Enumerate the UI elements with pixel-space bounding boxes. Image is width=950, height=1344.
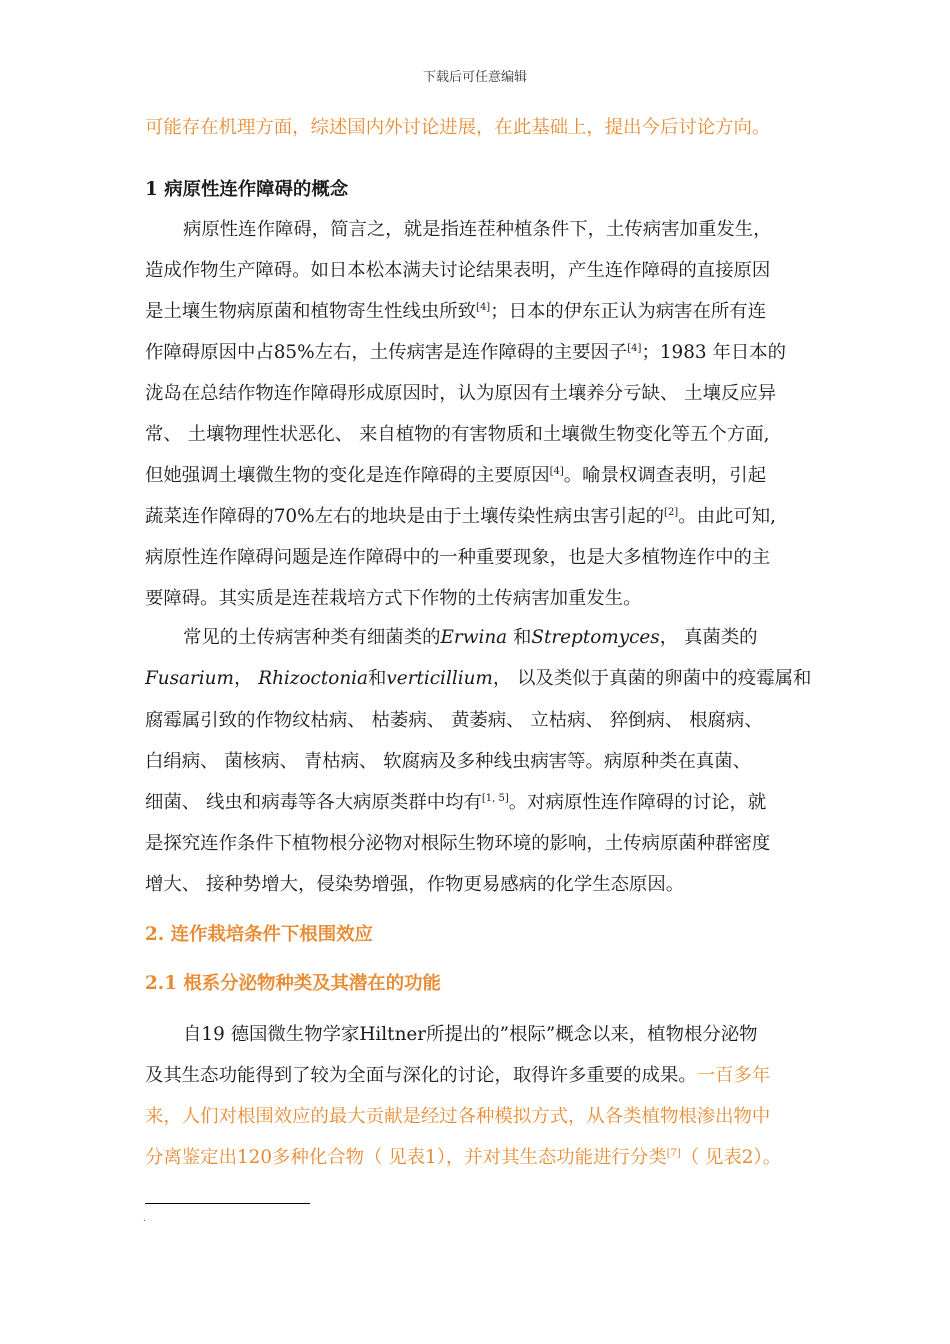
- footnote-separator: [145, 1203, 310, 1204]
- text-line: 来，人们对根围效应的最大贡献是经过各种模拟方式，从各类植物根渗出物中: [145, 1106, 771, 1127]
- text-line: 要障碍。其实质是连茬栽培方式下作物的土传病害加重发生。: [145, 588, 642, 609]
- text-run: （ 见表2）。: [680, 1147, 782, 1168]
- text-run: 和: [368, 668, 387, 689]
- text-line: [145, 464, 766, 488]
- taxon-name: Fusarium: [145, 668, 234, 689]
- text-run: ， 真菌类的: [659, 627, 758, 648]
- citation-ref: [7]: [666, 1148, 681, 1159]
- text-run: ，: [233, 668, 259, 689]
- text-run: 是土壤生物病原菌和植物寄生性线虫所致: [145, 301, 477, 322]
- taxon-name: verticillium: [386, 668, 493, 689]
- text-run: 。由此可知,: [678, 506, 777, 527]
- text-line: 可能存在机理方面，综述国内外讨论进展，在此基础上，提出今后讨论方向。: [145, 117, 771, 138]
- citation-ref: [4]: [549, 466, 564, 477]
- citation-ref: [4]: [627, 343, 642, 354]
- page-header: 下载后可任意编辑: [422, 70, 527, 85]
- text-run: 。喻景权调查表明，引起: [563, 465, 767, 486]
- text-line: [145, 505, 776, 529]
- text-line: 常、 土壤物理性状恶化、 来自植物的有害物质和土壤微生物变化等五个方面,: [145, 424, 770, 445]
- text-line: 白绢病、 菌核病、 青枯病、 软腐病及多种线虫病害等。病原种类在真菌、: [145, 751, 752, 772]
- text-line: 自19 德国微生物学家Hiltner所提出的”根际”概念以来，植物根分泌物: [183, 1024, 758, 1045]
- highlight-run: 一百多年: [696, 1065, 771, 1086]
- text-line: 是探究连作条件下植物根分泌物对根际生物环境的影响，土传病原菌种群密度: [145, 833, 771, 854]
- text-line: 病原性连作障碍问题是连作障碍中的一种重要现象，也是大多植物连作中的主: [145, 547, 771, 568]
- text-line: [145, 1146, 781, 1170]
- text-line: [145, 791, 766, 815]
- taxon-name: Rhizoctonia: [258, 668, 369, 689]
- text-run: 细菌、 线虫和病毒等各大病原类群中均有: [145, 792, 482, 813]
- taxon-name: Streptomyces: [531, 627, 660, 648]
- subsection-heading-2-1: 2.1 根系分泌物种类及其潜在的功能: [145, 973, 441, 994]
- text-line: 泷岛在总结作物连作障碍形成原因时，认为原因有土壤养分亏缺、 土壤反应异: [145, 383, 777, 404]
- text-run: 作障碍原因中占85%左右，土传病害是连作障碍的主要因子: [145, 342, 628, 363]
- footnote-mark: .: [143, 1214, 146, 1224]
- text-line: 增大、 接种势增大，侵染势增强，作物更易感病的化学生态原因。: [145, 874, 685, 895]
- text-line: [145, 341, 786, 365]
- text-line: 造成作物生产障碍。如日本松本满夫讨论结果表明，产生连作障碍的直接原因: [145, 260, 771, 281]
- text-run: 但她强调土壤微生物的变化是连作障碍的主要原因: [145, 465, 550, 486]
- text-run: ；1983 年日本的: [641, 342, 787, 363]
- text-run: 分离鉴定出120多种化合物（ 见表1），并对其生态功能进行分类: [145, 1147, 667, 1168]
- text-line: [145, 300, 766, 324]
- citation-ref: [4]: [476, 302, 491, 313]
- text-run: 蔬菜连作障碍的70%左右的地块是由于土壤传染性病虫害引起的: [145, 506, 665, 527]
- text-run: 常见的土传病害种类有细菌类的: [183, 627, 441, 648]
- taxon-name: Erwina: [440, 627, 508, 648]
- section-heading-1: 1 病原性连作障碍的概念: [145, 179, 349, 200]
- text-run: 和: [507, 627, 532, 648]
- citation-ref: [1, 5]: [481, 793, 509, 804]
- section-heading-2: 2. 连作栽培条件下根围效应: [145, 924, 373, 945]
- text-line: [145, 1064, 770, 1088]
- text-run: 。对病原性连作障碍的讨论，就: [508, 792, 767, 813]
- text-run: ；日本的伊东正认为病害在所有连: [490, 301, 767, 322]
- text-line: [183, 626, 758, 650]
- text-run: 及其生态功能得到了较为全面与深化的讨论，取得许多重要的成果。: [145, 1065, 697, 1086]
- text-run: ， 以及类似于真菌的卵菌中的疫霉属和: [492, 668, 812, 689]
- text-line: 病原性连作障碍，简言之，就是指连茬种植条件下，土传病害加重发生，: [183, 219, 772, 240]
- text-line: [145, 667, 811, 691]
- citation-ref: [2]: [664, 507, 679, 518]
- text-line: 腐霉属引致的作物纹枯病、 枯萎病、 黄萎病、 立枯病、 猝倒病、 根腐病、: [145, 710, 763, 731]
